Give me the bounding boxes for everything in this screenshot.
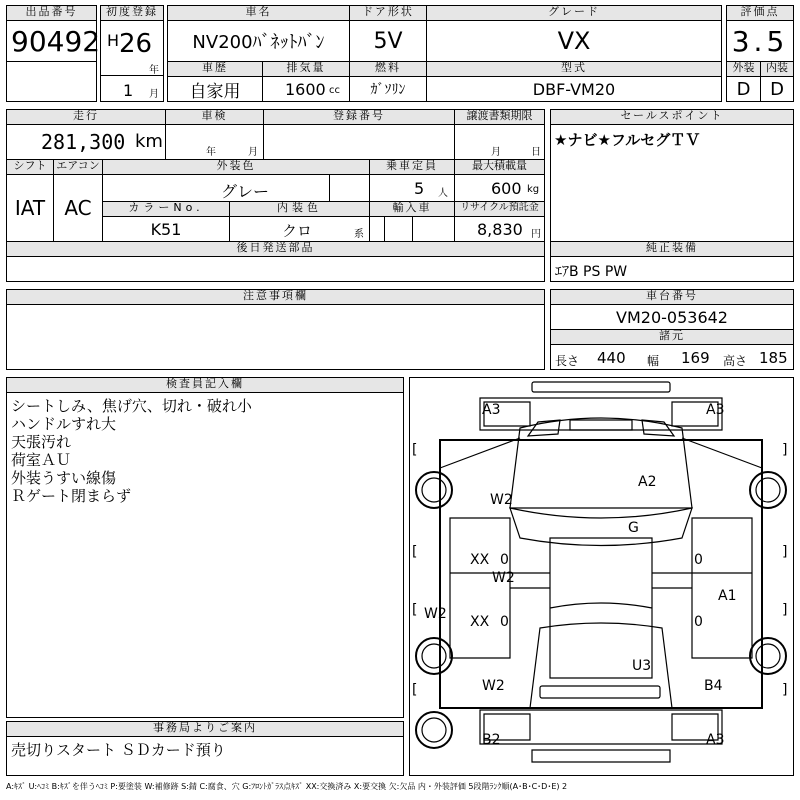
recycle-amount: 8,830 <box>477 220 523 239</box>
mileage-cell <box>6 124 166 160</box>
damage-mark: XX <box>470 552 490 568</box>
interior-grade-header: 内装 <box>760 61 794 77</box>
later-parts-cell <box>6 256 545 282</box>
sales-point-cell <box>550 124 794 242</box>
capacity-cell <box>369 174 455 202</box>
shift-header: シフト <box>6 159 54 175</box>
damage-mark: G <box>628 520 639 536</box>
first-registration-header: 初度登録 <box>100 5 164 21</box>
first-registration-cell <box>100 20 164 102</box>
aircon: AC <box>53 174 103 242</box>
damage-mark: ] <box>782 544 788 560</box>
damage-mark: A3 <box>706 402 725 418</box>
max-load-cell <box>454 174 545 202</box>
mileage-header: 走行 <box>6 109 166 125</box>
score: 3.5 <box>726 20 794 62</box>
grade-header: グレード <box>426 5 722 21</box>
history-header: 車歴 <box>167 61 263 77</box>
inspector-notes <box>6 392 404 718</box>
damage-mark: [ <box>412 544 418 560</box>
displacement-cell <box>262 76 350 102</box>
transfer-month-unit: 月 <box>491 147 501 158</box>
first-registration-era: H <box>107 31 120 50</box>
max-load-unit: kg <box>527 184 540 195</box>
displacement-unit: cc <box>329 85 340 96</box>
damage-mark: A2 <box>638 474 657 490</box>
damage-mark: B4 <box>704 678 723 694</box>
spec-header: 諸元 <box>550 329 794 345</box>
first-registration-month-unit: 月 <box>149 89 159 100</box>
damage-mark: A3 <box>482 402 501 418</box>
max-load-header: 最大積載量 <box>454 159 545 175</box>
lot-number: 90492 <box>11 25 101 58</box>
spec-cell <box>550 344 794 370</box>
damage-mark: ] <box>782 682 788 698</box>
transfer-deadline-cell <box>454 124 545 160</box>
fuel: ｶﾞｿﾘﾝ <box>349 76 427 102</box>
damage-mark: U3 <box>632 658 652 674</box>
interior-color-cell <box>229 216 370 242</box>
aircon-header: エアコン <box>53 159 103 175</box>
damage-mark: A3 <box>706 732 725 748</box>
height-value: 185 <box>759 349 788 367</box>
displacement-header: 排気量 <box>262 61 350 77</box>
shift: IAT <box>6 174 54 242</box>
color-number: K51 <box>102 216 230 242</box>
door-type: 5V <box>349 20 427 62</box>
interior-color-header: 内装色 <box>229 201 370 217</box>
sales-point-text: ★ナビ★フルセグＴＶ <box>554 131 701 149</box>
inspection-month-unit: 月 <box>248 147 258 158</box>
notes-header: 注意事項欄 <box>6 289 545 305</box>
damage-mark: W2 <box>424 606 447 622</box>
exterior-color: グレー <box>221 182 270 201</box>
mileage: 281,300 <box>41 130 126 154</box>
length-label: 長さ <box>555 354 580 368</box>
exterior-grade: D <box>726 76 761 102</box>
score-header: 評価点 <box>726 5 794 21</box>
first-registration-year: 26 <box>119 29 153 59</box>
damage-mark: [ <box>412 602 418 618</box>
exterior-grade-header: 外装 <box>726 61 761 77</box>
history: 自家用 <box>167 76 263 102</box>
notes-cell <box>6 304 545 370</box>
sales-point-header: セールスポイント <box>550 109 794 125</box>
damage-mark: [ <box>412 442 418 458</box>
damage-mark: W2 <box>482 678 505 694</box>
model-header: 型式 <box>426 61 722 77</box>
recycle-cell <box>454 216 545 242</box>
capacity: 5 <box>414 179 425 198</box>
damage-mark: A1 <box>718 588 737 604</box>
chassis-number: VM20-053642 <box>550 304 794 330</box>
damage-mark: 0 <box>500 552 509 568</box>
door-header: ドア形状 <box>349 5 427 21</box>
transfer-day-unit: 日 <box>531 147 541 158</box>
inspector-header: 検査員記入欄 <box>6 377 404 393</box>
later-parts-header: 後日発送部品 <box>6 241 545 257</box>
interior-color: クロ <box>282 222 313 240</box>
color-number-header: カラーNo. <box>102 201 230 217</box>
registration-number-header: 登録番号 <box>263 109 455 125</box>
inspector-line: Ｒゲート閉まらず <box>11 487 132 505</box>
import-header: 輸入車 <box>369 201 455 217</box>
equipment-header: 純正装備 <box>550 241 794 257</box>
office-header: 事務局よりご案内 <box>6 721 404 737</box>
chassis-header: 車台番号 <box>550 289 794 305</box>
lot-number-cell <box>6 20 101 102</box>
displacement: 1600 <box>285 80 326 99</box>
capacity-unit: 人 <box>438 188 448 199</box>
inspector-line: 荷室ＡＵ <box>11 451 72 469</box>
max-load: 600 <box>491 179 522 198</box>
interior-grade: D <box>760 76 794 102</box>
damage-mark: W2 <box>492 570 515 586</box>
inspector-line: 天張汚れ <box>11 433 72 451</box>
equipment: ｴｱB PS PW <box>555 264 628 280</box>
registration-number-cell <box>263 124 455 160</box>
inspection-cell <box>165 124 264 160</box>
model: DBF-VM20 <box>426 76 722 102</box>
first-registration-month: 1 <box>123 81 134 100</box>
interior-color-unit: 系 <box>354 229 364 240</box>
inspection-year-unit: 年 <box>206 147 216 158</box>
exterior-color-header: 外装色 <box>102 159 370 175</box>
exterior-color-cell <box>102 174 370 202</box>
width-value: 169 <box>681 349 710 367</box>
damage-legend: A:ｷｽﾞ U:ﾍｺﾐ B:ｷｽﾞを伴うﾍｺﾐ P:要塗装 W:補修跡 S:錆 C:腐食、穴 G:ﾌﾛﾝﾄｶﾞﾗｽ点ｷｽﾞ XX:交換済み X:要交換 欠:欠品 内・外装評価 5段階ﾗﾝｸ順(A･B･C･D･E) 2 <box>6 782 568 791</box>
damage-mark: ] <box>782 602 788 618</box>
damage-mark: 0 <box>694 552 703 568</box>
lot-number-header: 出品番号 <box>6 5 97 21</box>
width-label: 幅 <box>647 354 660 368</box>
damage-mark: B2 <box>482 732 501 748</box>
damage-mark: ] <box>782 442 788 458</box>
office-notes <box>6 736 404 776</box>
equipment-cell <box>550 256 794 282</box>
car-name: NV200ﾊﾞﾈｯﾄﾊﾞﾝ <box>167 20 350 62</box>
damage-mark: [ <box>412 682 418 698</box>
transfer-deadline-header: 譲渡書類期限 <box>454 109 545 125</box>
first-registration-year-unit: 年 <box>149 65 159 76</box>
car-name-header: 車名 <box>167 5 350 21</box>
grade: VX <box>426 20 722 62</box>
height-label: 高さ <box>723 354 748 368</box>
capacity-header: 乗車定員 <box>369 159 455 175</box>
damage-mark: 0 <box>694 614 703 630</box>
recycle-unit: 円 <box>531 229 541 240</box>
import-cell <box>369 216 455 242</box>
inspector-line: 外装うすい線傷 <box>11 469 117 487</box>
length-value: 440 <box>597 349 626 367</box>
office-text: 売切りスタート ＳＤカード預り <box>11 741 226 759</box>
car-damage-diagram <box>409 377 794 776</box>
mileage-unit: km <box>135 131 163 152</box>
inspector-line: ハンドルすれ大 <box>11 415 117 433</box>
damage-mark: W2 <box>490 492 513 508</box>
fuel-header: 燃料 <box>349 61 427 77</box>
recycle-header: リサイクル預託金 <box>454 201 545 217</box>
damage-mark: XX <box>470 614 490 630</box>
inspector-line: シートしみ、焦げ穴、切れ・破れ小 <box>11 397 252 415</box>
inspection-header: 車検 <box>165 109 264 125</box>
damage-mark: 0 <box>500 614 509 630</box>
